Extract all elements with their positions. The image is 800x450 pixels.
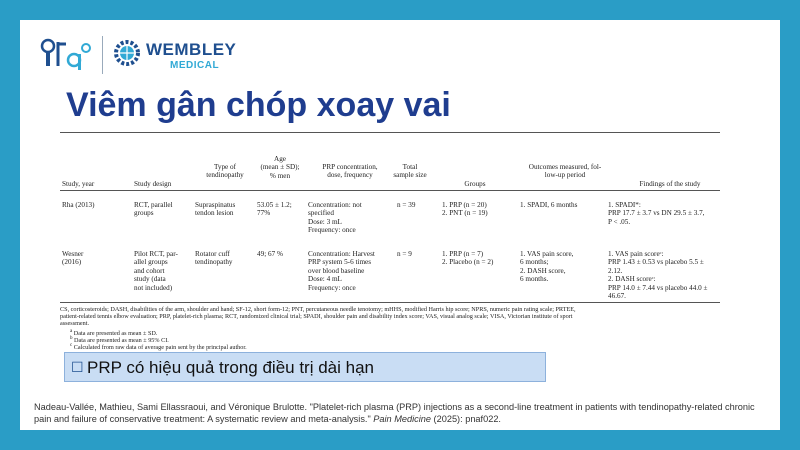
row1-type: Supraspinatus tendon lesion bbox=[195, 201, 236, 218]
row1-groups: 1. PRP (n = 20) 2. PNT (n = 19) bbox=[442, 201, 488, 218]
header-age: Age (mean ± SD); % men bbox=[260, 155, 300, 180]
gear-globe-icon bbox=[112, 38, 142, 68]
footnote-a: $^a$ Data are presented as mean ± SD. bbox=[70, 329, 158, 338]
ofqa-logo bbox=[40, 38, 92, 74]
header-prp: PRP concentration, dose, frequency bbox=[322, 163, 378, 180]
slide bbox=[20, 20, 780, 430]
header-study: Study, year bbox=[62, 180, 95, 188]
table-top-rule bbox=[60, 132, 720, 133]
header-rule bbox=[60, 190, 720, 191]
row2-groups: 1. PRP (n = 7) 2. Placebo (n = 2) bbox=[442, 250, 494, 267]
citation-tail: (2025): pnaf022. bbox=[431, 413, 501, 424]
row1-age: 53.05 ± 1.2; 77% bbox=[257, 201, 292, 218]
row1-study: Rha (2013) bbox=[62, 201, 95, 209]
citation bbox=[34, 402, 764, 425]
row1-outcomes: 1. SPADI, 6 months bbox=[520, 201, 578, 209]
row2-total: n = 9 bbox=[397, 250, 412, 258]
row1-findings: 1. SPADI*: PRP 17.7 ± 3.7 vs DN 29.5 ± 3.7, P < .05. bbox=[608, 201, 705, 226]
key-finding-text: PRP có hiệu quả trong điều trị dài hạn bbox=[87, 358, 374, 377]
citation-main: Nadeau-Vallée, Mathieu, Sami Ellassraoui, and Véronique Brulotte. "Platelet-rich plasma (PRP) injections as a second-line treatment in patients with tendinopathy-related chronic pain and failure of conservative treatment: A systematic review and meta-analysis." bbox=[34, 402, 755, 424]
abbreviation-note: CS, corticosteroids; DASH, disabilities of the arm, shoulder and hand; SF-12, short form-12; PNT, percutaneous needle tenotomy; mHHS, modified Harris hip score; NPRS, numeric pain rating scale; PRTEE, patient-related tennis elbow evaluation; PRP, platelet-rich plasma; RCT, randomized clinical trial; SPADI, shoulder pain and disability index score; VAS, visual analog scale; VISA, Victorian institute of sport assessment. bbox=[60, 306, 576, 328]
row1-prp: Concentration: not specified Dose: 3 mL Frequency: once bbox=[308, 201, 362, 235]
study-table bbox=[60, 130, 720, 352]
key-finding-box bbox=[64, 352, 546, 382]
row1-total: n = 39 bbox=[397, 201, 416, 209]
header-groups: Groups bbox=[464, 180, 486, 188]
row2-prp: Concentration: Harvest PRP system 5-6 times over blood baseline Dose: 4 mL Frequency: once bbox=[308, 250, 375, 292]
row2-study: Wesner (2016) bbox=[62, 250, 84, 267]
row1-design: RCT, parallel groups bbox=[134, 201, 173, 218]
brand-sub: MEDICAL bbox=[170, 60, 220, 71]
logo-divider bbox=[102, 36, 103, 74]
row2-type: Rotator cuff tendinopathy bbox=[195, 250, 233, 267]
header-findings: Findings of the study bbox=[639, 180, 701, 188]
citation-journal: Pain Medicine bbox=[373, 413, 431, 424]
footnote-b: $^b$ Data are presented as mean ± 95% CI. bbox=[70, 336, 169, 345]
row2-age: 49; 67 % bbox=[257, 250, 283, 258]
header-type: Type of tendinopathy bbox=[206, 163, 244, 180]
row2-design: Pilot RCT, par- allel groups and cohort study (data not included) bbox=[134, 250, 178, 292]
row2-outcomes: 1. VAS pain score, 6 months; 2. DASH score, 6 months. bbox=[520, 250, 574, 284]
brand-name: WEMBLEY bbox=[146, 40, 237, 59]
footnote-c: $^c$ Calculated from raw data of average pain sent by the principal author. bbox=[70, 343, 247, 352]
slide-title: Viêm gân chóp xoay vai bbox=[66, 86, 451, 124]
wembley-logo bbox=[112, 36, 237, 76]
table-bottom-rule bbox=[60, 302, 720, 303]
header-outcomes: Outcomes measured, fol- low-up period bbox=[528, 163, 602, 180]
header-design: Study design bbox=[134, 180, 172, 188]
row2-findings: 1. VAS pain scoreᶜ: PRP 1.43 ± 0.53 vs placebo 5.5 ± 2.12. 2. DASH scoreᶜ: PRP 14.0 ± 7.44 vs placebo 44.0 ± 46.67. bbox=[608, 250, 708, 301]
header-total: Total sample size bbox=[393, 163, 427, 180]
check-box-icon: ☐ bbox=[71, 359, 84, 375]
